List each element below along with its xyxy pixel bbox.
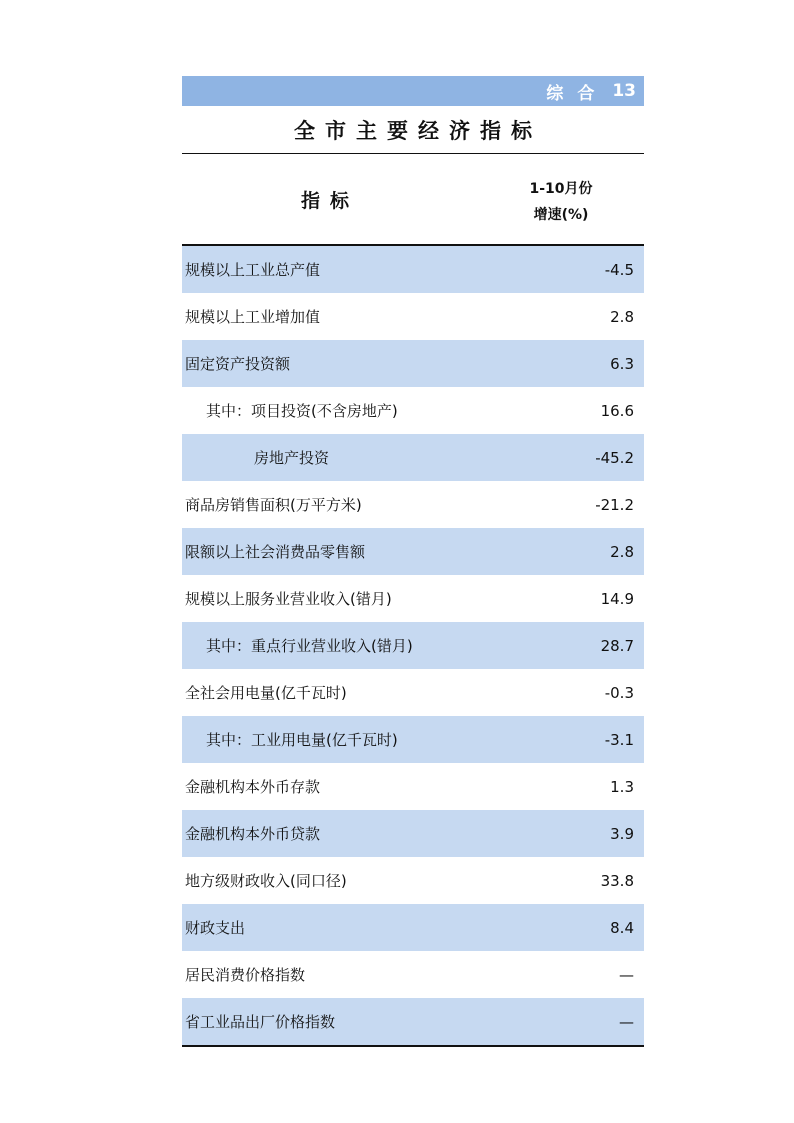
table-row [182, 387, 644, 434]
page-number: 13 [612, 81, 636, 101]
row-value: -4.5 [604, 260, 634, 279]
table-bottom-rule [182, 1045, 644, 1047]
row-label: 金融机构本外币存款 [185, 778, 321, 796]
row-value: 16.6 [600, 401, 634, 420]
row-value: 3.9 [610, 824, 634, 843]
table-row [182, 340, 644, 387]
row-label: 省工业品出厂价格指数 [185, 1013, 336, 1031]
row-label: 固定资产投资额 [185, 355, 291, 373]
row-value: — [619, 1012, 634, 1031]
row-value: 8.4 [610, 918, 634, 937]
table-row [182, 575, 644, 622]
row-value: 2.8 [610, 542, 634, 561]
table-body [182, 246, 644, 1045]
indicator-table-page [182, 76, 644, 1047]
table-row [182, 810, 644, 857]
table-row [182, 293, 644, 340]
table-row [182, 434, 644, 481]
row-label: 商品房销售面积(万平方米) [185, 496, 362, 514]
table-row [182, 998, 644, 1045]
table-row [182, 716, 644, 763]
table-row [182, 246, 644, 293]
row-value: 28.7 [600, 636, 634, 655]
table-row [182, 763, 644, 810]
row-label: 规模以上服务业营业收入(错月) [185, 590, 392, 608]
row-label: 其中：重点行业营业收入(错月) [206, 637, 413, 655]
row-label: 金融机构本外币贷款 [185, 825, 321, 843]
row-value: 6.3 [610, 354, 634, 373]
row-value: -3.1 [604, 730, 634, 749]
column-header-indicator: 指标 [300, 189, 359, 212]
section-banner [182, 76, 644, 106]
table-row [182, 669, 644, 716]
row-value: 1.3 [610, 777, 634, 796]
row-value: 2.8 [610, 307, 634, 326]
table-header [182, 154, 644, 246]
row-label: 其中：项目投资(不含房地产) [206, 402, 398, 420]
row-value: -45.2 [595, 448, 634, 467]
row-label: 居民消费价格指数 [185, 966, 306, 984]
row-label: 其中：工业用电量(亿千瓦时) [206, 731, 398, 749]
row-label: 全社会用电量(亿千瓦时) [185, 684, 347, 702]
row-label: 规模以上工业增加值 [185, 308, 321, 326]
row-label: 规模以上工业总产值 [185, 261, 321, 279]
table-row [182, 857, 644, 904]
table-row [182, 904, 644, 951]
row-label: 财政支出 [185, 919, 246, 937]
page-title: 全市主要经济指标 [182, 106, 644, 154]
table-row [182, 528, 644, 575]
row-label: 房地产投资 [254, 449, 330, 467]
table-row [182, 622, 644, 669]
row-value: 33.8 [600, 871, 634, 890]
row-value: -0.3 [604, 683, 634, 702]
table-row [182, 481, 644, 528]
section-label: 综合 [546, 83, 609, 104]
row-value: -21.2 [595, 495, 634, 514]
row-value: 14.9 [600, 589, 634, 608]
column-header-period: 1-10月份 [529, 181, 593, 197]
row-label: 限额以上社会消费品零售额 [185, 543, 366, 561]
row-label: 地方级财政收入(同口径) [185, 872, 347, 890]
column-header-growth [478, 176, 644, 228]
table-row [182, 951, 644, 998]
column-header-unit: 增速(%) [533, 207, 589, 223]
row-value: — [619, 965, 634, 984]
